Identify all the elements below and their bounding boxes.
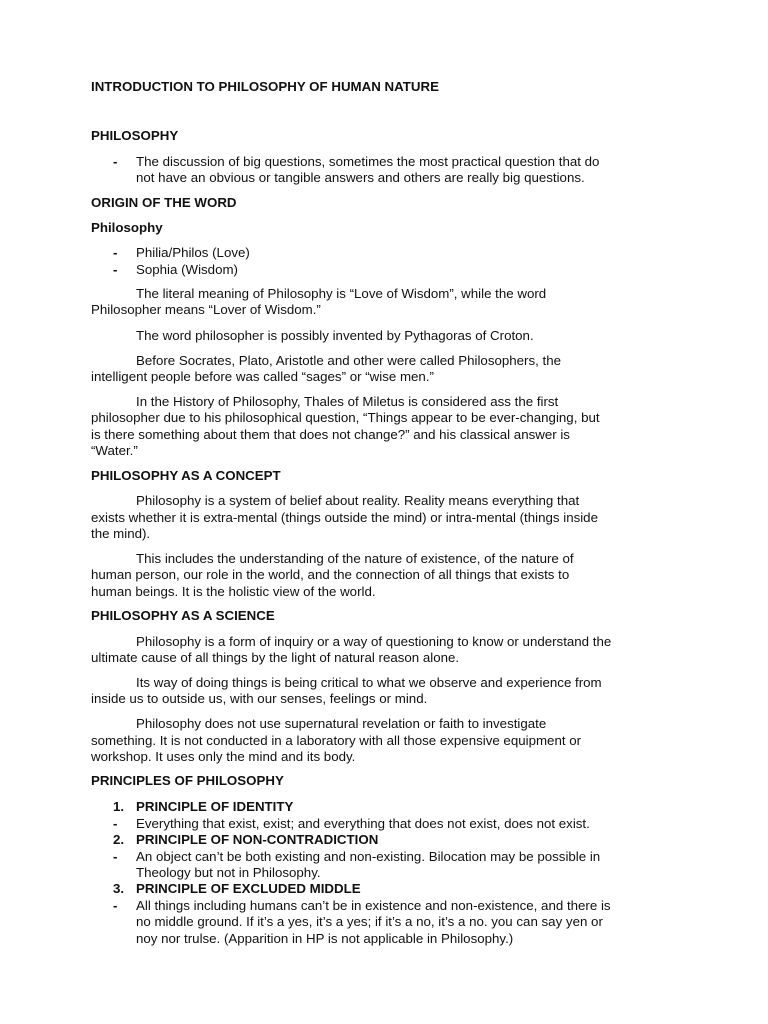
origin-paragraph-line: In the History of Philosophy, Thales of Miletus is considered ass the first	[136, 394, 559, 409]
principle-text-line: An object can’t be both existing and non-existing. Bilocation may be possible in	[136, 849, 601, 864]
list-number: 3.	[113, 881, 125, 896]
bullet-dash: -	[113, 816, 118, 831]
bullet-dash: -	[113, 154, 118, 169]
principle-text-line: noy nor trulse. (Apparition in HP is not applicable in Philosophy.)	[136, 931, 514, 946]
principle-text-line: All things including humans can’t be in existence and non-existence, and there is	[136, 898, 611, 913]
origin-paragraph-line: intelligent people before was called “sages” or “wise men.”	[91, 369, 434, 384]
origin-heading: ORIGIN OF THE WORD	[91, 195, 237, 210]
list-number: 2.	[113, 832, 125, 847]
principle-title: PRINCIPLE OF EXCLUDED MIDDLE	[136, 881, 361, 896]
science-paragraph-line: workshop. It uses only the mind and its body.	[91, 749, 356, 764]
origin-paragraph-line: philosopher due to his philosophical question, “Things appear to be ever-changing, but	[91, 410, 600, 425]
principles-heading: PRINCIPLES OF PHILOSOPHY	[91, 773, 284, 788]
principle-text-line: Theology but not in Philosophy.	[136, 865, 321, 880]
concept-paragraph-line: This includes the understanding of the nature of existence, of the nature of	[136, 551, 574, 566]
origin-paragraph-line: Before Socrates, Plato, Aristotle and other were called Philosophers, the	[136, 353, 562, 368]
origin-paragraph-line: “Water.”	[91, 443, 138, 458]
science-paragraph-line: Philosophy does not use supernatural revelation or faith to investigate	[136, 716, 547, 731]
science-paragraph-line: Philosophy is a form of inquiry or a way of questioning to know or understand the	[136, 634, 612, 649]
document-title: INTRODUCTION TO PHILOSOPHY OF HUMAN NATURE	[91, 79, 439, 94]
science-paragraph-line: ultimate cause of all things by the light of natural reason alone.	[91, 650, 460, 665]
science-paragraph-line: inside us to outside us, with our senses, feelings or mind.	[91, 691, 428, 706]
bullet-dash: -	[113, 898, 118, 913]
principle-text-line: no middle ground. If it’s a yes, it’s a yes; if it’s a no, it’s a no. you can say yen or	[136, 914, 603, 929]
origin-paragraph-line: The literal meaning of Philosophy is “Love of Wisdom”, while the word	[136, 286, 547, 301]
principle-title: PRINCIPLE OF NON-CONTRADICTION	[136, 832, 379, 847]
origin-paragraph-line: Philosopher means “Lover of Wisdom.”	[91, 302, 321, 317]
bullet-dash: -	[113, 262, 118, 277]
concept-paragraph-line: human beings. It is the holistic view of the world.	[91, 584, 376, 599]
origin-paragraph-line: is there something about them that does not change?” and his classical answer is	[91, 427, 570, 442]
origin-paragraph-line: The word philosopher is possibly invented by Pythagoras of Croton.	[136, 328, 534, 343]
origin-list-item: Sophia (Wisdom)	[136, 262, 238, 277]
philosophy-definition-line: not have an obvious or tangible answers and others are really big questions.	[136, 170, 585, 185]
principle-text-line: Everything that exist, exist; and everything that does not exist, does not exist.	[136, 816, 590, 831]
science-paragraph-line: Its way of doing things is being critical to what we observe and experience from	[136, 675, 602, 690]
origin-list-item: Philia/Philos (Love)	[136, 245, 250, 260]
science-heading: PHILOSOPHY AS A SCIENCE	[91, 608, 275, 623]
list-number: 1.	[113, 799, 125, 814]
concept-paragraph-line: exists whether it is extra-mental (things outside the mind) or intra-mental (things inside	[91, 510, 598, 525]
concept-paragraph-line: the mind).	[91, 526, 151, 541]
origin-subheading: Philosophy	[91, 220, 163, 235]
science-paragraph-line: something. It is not conducted in a laboratory with all those expensive equipment or	[91, 733, 582, 748]
philosophy-definition-line: The discussion of big questions, sometimes the most practical question that do	[136, 154, 600, 169]
principle-title: PRINCIPLE OF IDENTITY	[136, 799, 294, 814]
bullet-dash: -	[113, 245, 118, 260]
philosophy-heading: PHILOSOPHY	[91, 128, 179, 143]
concept-paragraph-line: Philosophy is a system of belief about reality. Reality means everything that	[136, 493, 580, 508]
concept-paragraph-line: human person, our role in the world, and the connection of all things that exists to	[91, 567, 570, 582]
concept-heading: PHILOSOPHY AS A CONCEPT	[91, 468, 281, 483]
bullet-dash: -	[113, 849, 118, 864]
